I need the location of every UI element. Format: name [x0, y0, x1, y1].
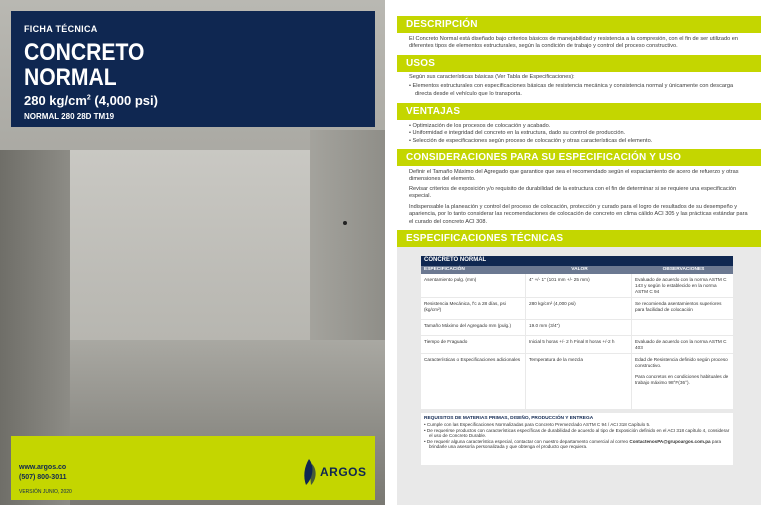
- requirements-title: REQUISITOS DE MATERIAS PRIMAS, DISEÑO, PRODUCCIÓN Y ENTREGA: [424, 416, 594, 421]
- kicker-label: FICHA TÉCNICA: [24, 24, 98, 34]
- phone-number: (507) 800-3011: [19, 474, 67, 481]
- table-cell-obs: Evaluado de acuerdo con la norma ASTM C 403: [631, 336, 733, 353]
- table-cell-value: Inicial 5 horas +/- 2 h Final 8 horas +/-2 h: [525, 336, 631, 353]
- table-cell-obs: [631, 320, 733, 335]
- product-code: NORMAL 280 28D TM19: [24, 112, 115, 121]
- table-cell-value: 280 kg/cm² (4,000 psi): [525, 298, 631, 319]
- product-title-line2: NORMAL: [24, 64, 117, 91]
- table-row: [421, 298, 733, 320]
- usos-intro: Según sus características básicas (Ver Tabla de Especificaciones):: [409, 74, 575, 80]
- column-header-especificacion: ESPECIFICACIÓN: [424, 267, 465, 272]
- ventajas-item: • Uniformidad e integridad del concreto en la estructura, dado su control de producción.: [409, 130, 626, 137]
- requirements-item: • Cumple con las Especificaciones Normalizadas para Concreto Premezclado ASTM C 94 / ACI 318 Capítulo 5.: [424, 422, 651, 427]
- usos-list: [409, 74, 749, 98]
- section-header-usos: USOS: [397, 55, 761, 72]
- section-header-descripcion: DESCRIPCIÓN: [397, 16, 761, 33]
- ventajas-item: • Optimización de los procesos de colocación y acabado.: [409, 123, 551, 129]
- table-row: [421, 354, 733, 410]
- table-cell-spec: Tiempo de Fraguado: [421, 336, 525, 353]
- column-header-observaciones: OBSERVACIONES: [662, 267, 705, 272]
- table-row: [421, 320, 733, 336]
- title-box: [11, 11, 375, 127]
- section-header-ventajas: VENTAJAS: [397, 103, 761, 120]
- requirements-text: • De requerir alguna característica especial, contactar con nuestro departamento comercial al correo: [424, 438, 630, 444]
- ventajas-item: • Selección de especificaciones según proceso de colocación y otras características del elemento.: [409, 137, 653, 144]
- table-cell-spec: Características o Especificaciones adicionales: [421, 354, 525, 409]
- wall-hole: [343, 221, 347, 225]
- table-cell-spec: Resistencia Mecánica, f'c a 28 días, psi (kg/cm²): [421, 298, 525, 319]
- consideraciones-p1: Definir el Tamaño Máximo del Agregado que garantice que sea el recomendado según el espaciamiento de acero de refuerzo y otras dimensiones del elemento.: [409, 169, 739, 183]
- table-cell-value: 19.0 mm (3/4"): [525, 320, 631, 335]
- consideraciones-p2: Revisar criterios de exposición y/o requisito de durabilidad de la estructura con el fin de determinar si se requiere una especificación especial.: [409, 186, 737, 200]
- obs-line: Para concretos en condiciones habituales de trabajo máximo 98°F(36°).: [635, 374, 729, 385]
- brand-wordmark: ARGOS: [320, 465, 367, 479]
- section-header-consideraciones: CONSIDERACIONES PARA SU ESPECIFICACIÓN Y USO: [397, 149, 761, 166]
- table-cell-obs: Se recomienda asentamientos superiores para facilidad de colocación: [631, 298, 733, 319]
- content-panel: [385, 0, 768, 505]
- section-header-especificaciones: ESPECIFICACIONES TÉCNICAS: [397, 230, 761, 247]
- requirements-item: • De requerirse productos con características específicas de durabilidad de acuerdo al tipo de Exposición definido en el ACI 318 capítulo 4, considerar el uso de Concreto Durable.: [424, 427, 730, 439]
- specs-table: [421, 256, 733, 410]
- strength-sup: 2: [86, 94, 91, 102]
- table-cell-spec: Asentamiento pulg. (mm): [421, 274, 525, 297]
- table-row: [421, 336, 733, 354]
- requirements-box: [421, 413, 733, 465]
- descripcion-text: El Concreto Normal está diseñado bajo criterios básicos de manejabilidad y resistencia a la compresión, con el fin de ser utilizado en diferentes tipos de elementos estructurales, según la condición de trabajo y control del proceso constructivo.: [409, 36, 738, 50]
- website-link[interactable]: www.argos.co: [19, 464, 67, 471]
- table-cell-value: Temperatura de la mezcla: [525, 354, 631, 409]
- table-cell-spec: Tamaño Máximo del Agregado mm (pulg.): [421, 320, 525, 335]
- product-title-line1: CONCRETO: [24, 39, 145, 66]
- table-cell-obs: [631, 354, 733, 409]
- ventajas-list: [409, 123, 749, 145]
- requirements-text: para brindarle una asesoría personalizada y que obtenga el producto que requiera.: [429, 438, 722, 450]
- requirements-item: [424, 439, 730, 450]
- table-cell-value: 4" +/- 1" (101 mm +/- 25 mm): [525, 274, 631, 297]
- strength-suffix: (4,000 psi): [90, 93, 158, 108]
- table-title: CONCRETO NORMAL: [421, 256, 733, 266]
- strength-label: [24, 93, 375, 108]
- concrete-wall-right: [310, 130, 385, 350]
- table-header: [421, 266, 733, 274]
- table-row: [421, 274, 733, 298]
- version-label: VERSIÓN JUNIO, 2020: [19, 489, 72, 495]
- contact-email-link[interactable]: ContactenosPA@grupoargos.com.pa: [629, 438, 711, 444]
- consideraciones-p3: Indispensable la planeación y control del proceso de colocación, protección y curado para el logro de resultados de su desempeño y apariencia, por lo tanto considerar las recomendaciones de colocación de concreto en clima cálido ACI 305 y las prácticas estándar para el curado del concreto ACI 308.: [409, 204, 748, 225]
- strength-prefix: 280 kg/cm: [24, 93, 87, 108]
- table-cell-obs: Evaluado de acuerdo con la norma ASTM C 143 y según lo establecido en la norma ASTM C 94: [631, 274, 733, 297]
- concrete-wall-photo: [70, 150, 310, 340]
- obs-line: Edad de Resistencia definido según proceso constructivo.: [635, 357, 728, 368]
- column-header-valor: VALOR: [571, 267, 588, 272]
- usos-item: • Elementos estructurales con especificaciones básicas de resistencia mecánica y consistencia normal y únicamente con descarga directa desde el vehículo que lo transporta.: [409, 83, 734, 97]
